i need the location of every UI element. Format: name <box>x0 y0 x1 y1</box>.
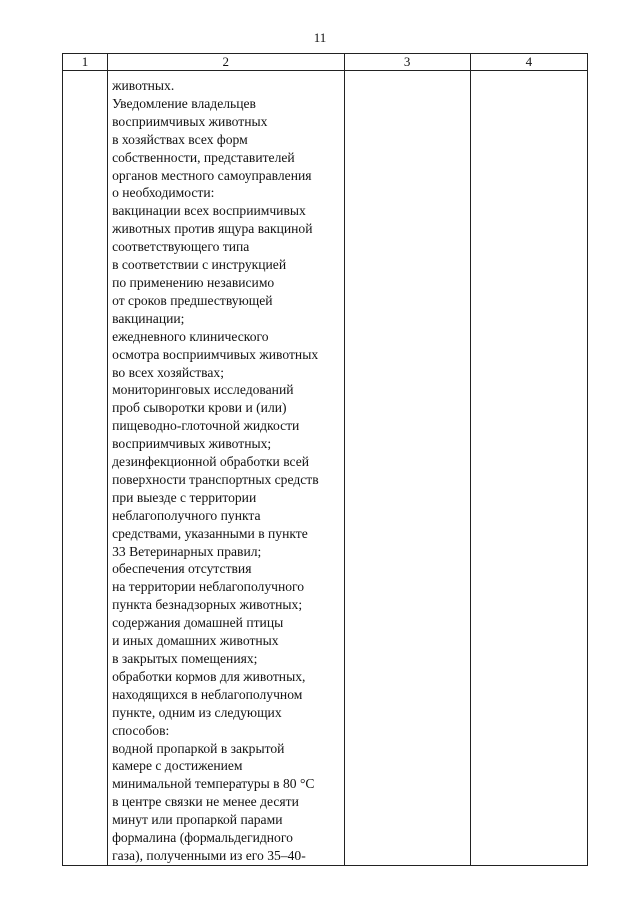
text-line: собственности, представителей <box>112 149 295 165</box>
cell-column-2 <box>108 71 344 866</box>
text-line: обеспечения отсутствия <box>112 561 252 577</box>
text-line: поверхности транспортных средств <box>112 471 319 487</box>
text-line: при выезде с территории <box>112 489 257 505</box>
cell-column-3 <box>344 71 470 866</box>
page-number: 11 <box>313 30 327 45</box>
text-line: обработки кормов для животных, <box>112 668 306 684</box>
column-header-2: 2 <box>108 54 344 71</box>
text-line: средствами, указанными в пункте <box>112 525 308 541</box>
text-line: осмотра восприимчивых животных <box>112 346 319 362</box>
text-line: Уведомление владельцев <box>112 95 256 111</box>
table-header-row <box>63 54 588 71</box>
text-line: и иных домашних животных <box>112 633 279 649</box>
text-line: в закрытых помещениях; <box>112 651 258 666</box>
text-line: вакцинации; <box>112 310 185 326</box>
column-header-4: 4 <box>470 54 587 71</box>
text-line: животных против ящура вакциной <box>112 221 313 237</box>
text-line: дезинфекционной обработки всей <box>112 454 310 470</box>
text-line: мониторинговых исследований <box>112 382 294 398</box>
text-line: животных. <box>112 78 175 93</box>
text-line: во всех хозяйствах; <box>112 364 224 380</box>
text-line: в хозяйствах всех форм <box>112 131 248 147</box>
text-line: по применению независимо <box>112 274 275 290</box>
text-line: содержания домашней птицы <box>112 615 284 631</box>
text-line: от сроков предшествующей <box>112 292 273 308</box>
text-line: соответствующего типа <box>112 239 250 255</box>
text-line: минимальной температуры в 80 °С <box>112 776 315 792</box>
text-line: водной пропаркой в закрытой <box>112 740 285 756</box>
text-line: на территории неблагополучного <box>112 579 305 595</box>
text-line: находящихся в неблагополучном <box>112 686 303 702</box>
table-row <box>63 71 588 866</box>
cell-column-4 <box>470 71 587 866</box>
text-line: газа), полученными из его 35–40- <box>112 847 306 863</box>
measures-text <box>108 71 343 865</box>
text-line: восприимчивых животных <box>112 113 268 129</box>
text-line: о необходимости: <box>112 185 215 201</box>
text-line: пищеводно-глоточной жидкости <box>112 418 300 434</box>
text-line: проб сыворотки крови и (или) <box>112 400 287 416</box>
text-line: пункте, одним из следующих <box>112 704 282 720</box>
column-header-3: 3 <box>344 54 470 71</box>
column-header-1: 1 <box>63 54 108 71</box>
text-line: способов: <box>112 722 170 738</box>
text-line: формалина (формальдегидного <box>112 830 293 846</box>
text-line: 33 Ветеринарных правил; <box>112 543 262 559</box>
text-line: восприимчивых животных; <box>112 436 272 452</box>
text-line: органов местного самоуправления <box>112 167 312 183</box>
text-line: в соответствии с инструкцией <box>112 257 287 273</box>
cell-column-1 <box>63 71 108 866</box>
text-line: пункта безнадзорных животных; <box>112 597 303 613</box>
text-line: ежедневного клинического <box>112 328 269 344</box>
document-table <box>62 53 588 866</box>
text-line: вакцинации всех восприимчивых <box>112 203 306 219</box>
text-line: неблагополучного пункта <box>112 507 261 523</box>
text-line: в центре связки не менее десяти <box>112 794 299 810</box>
text-line: минут или пропаркой парами <box>112 812 283 828</box>
text-line: камере с достижением <box>112 758 243 774</box>
